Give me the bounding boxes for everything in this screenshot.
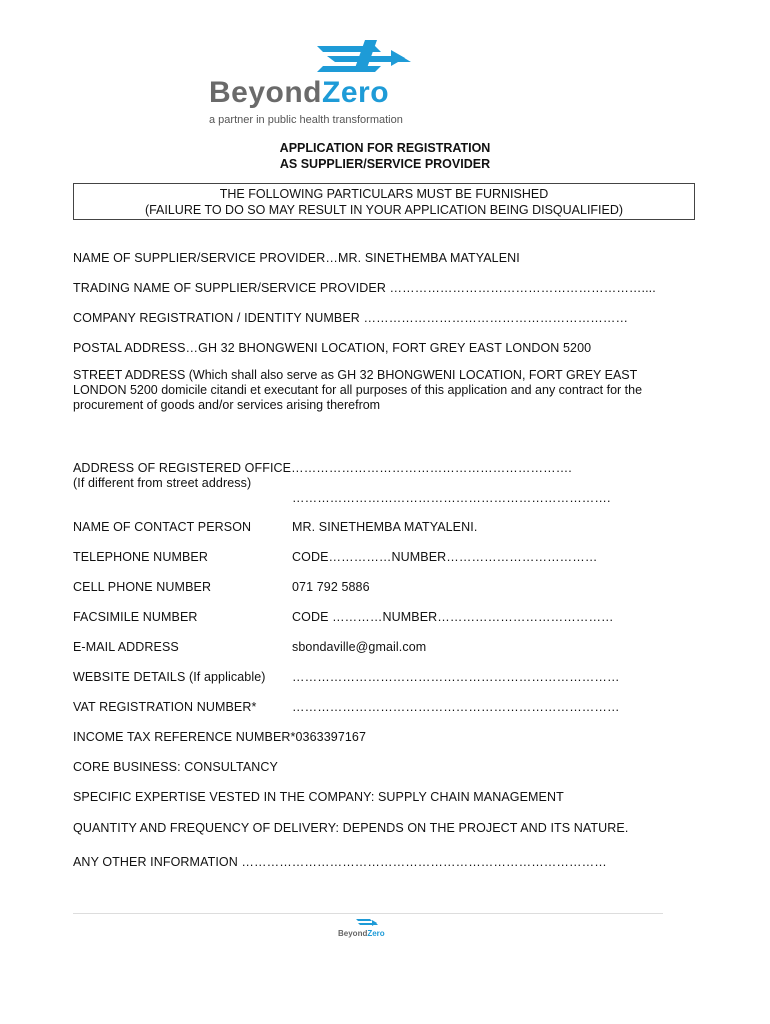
expertise-field: SPECIFIC EXPERTISE VESTED IN THE COMPANY: SUPPLY CHAIN MANAGEMENT bbox=[73, 790, 564, 804]
plane-arrow-icon bbox=[205, 38, 525, 78]
cell-phone-value: 071 792 5886 bbox=[292, 580, 370, 594]
income-tax-field: INCOME TAX REFERENCE NUMBER*0363397167 bbox=[73, 730, 367, 744]
footer-plane-icon bbox=[336, 917, 396, 929]
other-information-field: ANY OTHER INFORMATION …………………………………………………………………………… bbox=[73, 855, 607, 869]
notice-line-1: THE FOLLOWING PARTICULARS MUST BE FURNISHED bbox=[219, 187, 549, 201]
contact-person-value: MR. SINETHEMBA MATYALENI. bbox=[292, 520, 478, 534]
notice-box bbox=[73, 183, 695, 220]
website-value: …………………………………………………………………… bbox=[292, 670, 620, 684]
facsimile-value: CODE …………NUMBER…………………………………… bbox=[292, 610, 614, 624]
website-label: WEBSITE DETAILS (If applicable) bbox=[73, 670, 266, 684]
footer-wordmark: BeyondZero bbox=[338, 929, 385, 938]
registered-office-line-2: …………………………………………………………………. bbox=[292, 491, 611, 505]
trading-name-field: TRADING NAME OF SUPPLIER/SERVICE PROVIDER …………………………………………………….... bbox=[73, 281, 656, 295]
logo-wordmark: BeyondZero bbox=[209, 76, 390, 109]
footer-logo bbox=[336, 917, 396, 943]
email-label: E-MAIL ADDRESS bbox=[73, 640, 179, 654]
notice-line-2: (FAILURE TO DO SO MAY RESULT IN YOUR APPLICATION BEING DISQUALIFIED) bbox=[144, 203, 624, 217]
page-title: APPLICATION FOR REGISTRATION bbox=[279, 141, 491, 155]
telephone-value: CODE……………NUMBER……………………………… bbox=[292, 550, 598, 564]
vat-label: VAT REGISTRATION NUMBER* bbox=[73, 700, 257, 714]
supplier-name-field: NAME OF SUPPLIER/SERVICE PROVIDER…MR. SINETHEMBA MATYALENI bbox=[73, 251, 520, 265]
cell-phone-label: CELL PHONE NUMBER bbox=[73, 580, 212, 594]
quantity-frequency-field: QUANTITY AND FREQUENCY OF DELIVERY: DEPENDS ON THE PROJECT AND ITS NATURE. bbox=[73, 821, 629, 835]
vat-value: …………………………………………………………………… bbox=[292, 700, 620, 714]
footer-divider bbox=[73, 913, 663, 914]
facsimile-label: FACSIMILE NUMBER bbox=[73, 610, 198, 624]
contact-person-label: NAME OF CONTACT PERSON bbox=[73, 520, 252, 534]
page-subtitle: AS SUPPLIER/SERVICE PROVIDER bbox=[279, 157, 491, 171]
registered-office-field: ADDRESS OF REGISTERED OFFICE…………………………………………………………. bbox=[73, 461, 572, 475]
registered-office-note: (If different from street address) bbox=[73, 476, 252, 490]
telephone-label: TELEPHONE NUMBER bbox=[73, 550, 208, 564]
street-address-field: STREET ADDRESS (Which shall also serve as GH 32 BHONGWENI LOCATION, FORT GREY EAST LONDON 5200 domicile citandi et executant for all purposes of this application and any contract for the procurement of goods and/or services arising therefrom bbox=[73, 368, 643, 412]
logo-tagline: a partner in public health transformation bbox=[209, 114, 403, 126]
postal-address-field: POSTAL ADDRESS…GH 32 BHONGWENI LOCATION, FORT GREY EAST LONDON 5200 bbox=[73, 341, 592, 355]
company-registration-field: COMPANY REGISTRATION / IDENTITY NUMBER ……………………………………………………… bbox=[73, 311, 629, 325]
beyondzero-logo bbox=[205, 38, 525, 133]
core-business-field: CORE BUSINESS: CONSULTANCY bbox=[73, 760, 278, 774]
email-value: sbondaville@gmail.com bbox=[292, 640, 427, 654]
